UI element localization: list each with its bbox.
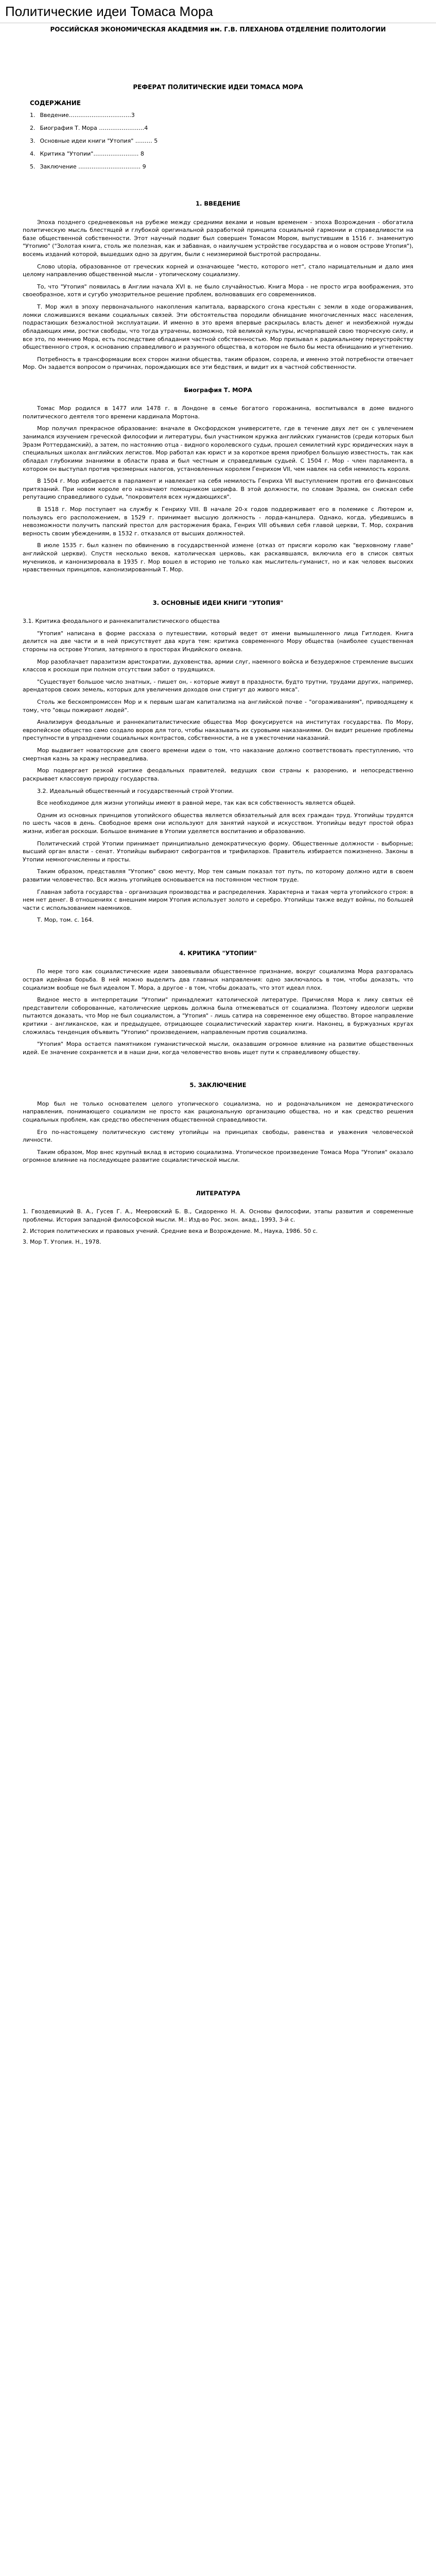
paragraph: Его по-настоящему политическую систему утопийцы на принципах свободы, равенства и уважения человеческой личности. — [23, 1128, 413, 1144]
paragraph: Анализируя феодальные и раннекапиталистические общества Мор фокусируется на институтах государства. По Мору, европейское общество само создало воров для того, чтобы наказывать их суровыми наказаниями. Он видит решение проблемы преступности в упразднении социальных контрастов, собственности, а не в ужесточении наказаний. — [23, 719, 413, 742]
paragraph: Одним из основных принципов утопийского общества является обязательный для всех граждан труд. Утопийцы трудятся по шесть часов в день. Свободное время они используют для занятий наукой и искусством. Утопийцы ведут простой образ жизни, избегая роскоши. Большое внимание в Утопии уделяется воспитанию и образованию. — [23, 811, 413, 835]
section-heading-biography: Биография Т. МОРА — [184, 386, 252, 394]
paragraph: Мор получил прекрасное образование: вначале в Оксфордском университете, где в течение двух лет он с увлечением занимался изучением греческой философии и литературы, был участником кружка английских гуманистов (среди которых был Эразм Роттердамский), а затем, по настоянию отца - видного королевского судьи, прошел семилетний курс юридических наук в специальных школах английских легистов. Мор работал как юрист и за короткое время приобрел большую известность, так как обладал глубокими знаниями в области права и был честным и справедливым судьей. С 1504 г. Мор - член парламента, в котором он выступал против чрезмерных налогов, установленных королем Генрихом VII, чем навлек на себя немилость короля. — [23, 425, 413, 472]
organization-header: РОССИЙСКАЯ ЭКОНОМИЧЕСКАЯ АКАДЕМИЯ им. Г.В. ПЛЕХАНОВА ОТДЕЛЕНИЕ ПОЛИТОЛОГИИ — [50, 26, 386, 33]
paragraph: Мор разоблачает паразитизм аристократии, духовенства, армии слуг, наемного войска и безудержное стремление высших классов к роскоши при полном отсутствии забот о трудящихся. — [23, 658, 413, 673]
subsection-heading: 3.1. Критика феодального и раннекапиталистического общества — [23, 618, 220, 625]
quote-paragraph: "Существует большое число знатных, - пишет он, - которые живут в праздности, будто трутни, трудами других, например, арендаторов своих земель, которых для увеличения доходов они стригут до живого мяса". — [23, 678, 413, 693]
paragraph: Слово utopia, образованное от греческих корней и означающее "место, которого нет", стало нарицательным и дало имя целому направлению общественной мысли - утопическому социализму. — [23, 263, 413, 278]
paragraph: То, что "Утопия" появилась в Англии начала XVI в. не было случайностью. Книга Мора - не просто игра воображения, это своеобразное, хотя и сугубо умозрительное решение проблем, волновавших его современников. — [23, 283, 413, 298]
section-heading-utopia-ideas: 3. ОСНОВНЫЕ ИДЕИ КНИГИ "УТОПИЯ" — [152, 599, 284, 606]
subsection-heading: 3.2. Идеальный общественный и государственный строй Утопии. — [37, 787, 234, 794]
toc-heading: СОДЕРЖАНИЕ — [30, 99, 81, 107]
paragraph: Эпоха позднего средневековья на рубеже между средними веками и новым временем - эпоха Возрождения - обогатила политическую мысль блестящей и глубокой оригинальной разработкой принципа социальной гармонии и справедливости на базе общественной собственности. Этот научный подвиг был совершен Томасом Мором, выпустившим в 1516 г. знаменитую "Утопию" ("Золотая книга, столь же полезная, как и забавная, о наилучшем устройстве государства и о новом острове Утопия"), восемь изданий которой, вышедших одно за другим, были с неизмеримой быстротой распроданы. — [23, 218, 413, 258]
paragraph: Мор подвергает резкой критике феодальных правителей, ведущих свои страны к разорению, и непосредственно раскрывает классовую природу государства. — [23, 767, 413, 782]
paragraph: Главная забота государства - организация производства и распределения. Характерна и такая черта утопийского строя: в нем нет денег. В отношениях с внешним миром Утопия использует золото и серебро. Утопийцы также ведут войны, по большей части с использованием наемников. — [23, 888, 413, 911]
paragraph: Все необходимое для жизни утопийцы имеют в равной мере, так как вся собственность является общей. — [37, 800, 356, 807]
paragraph: В 1518 г. Мор поступает на службу к Генриху VIII. В начале 20-х годов поддерживает его в полемике с Лютером и, пользуясь его расположением, в 1529 г. принимает высшую должность - лорда-канцлера. Однако, когда, убедившись в невозможности получить папский престол для расторжения брака, Генрих VIII объявил себя главой церкви, Т. Мор, сохранив верность своим убеждениям, в 1532 г. отказался от высших должностей. — [23, 505, 413, 537]
bibliography-item: 1. Гвоздевицкий В. А., Гусев Г. А., Мееровский Б. В., Сидоренко Н. А. Основы философии, этапы развития и современные проблемы. История западной философской мысли. М.: Изд-во Рос. экон. акад., 1993, 3-й с. — [23, 1208, 413, 1224]
paragraph: В 1504 г. Мор избирается в парламент и навлекает на себя немилость Генриха VII выступлением против его финансовых притязаний. При новом короле его назначают помощником шерифа. В этой должности, по словам Эразма, он снискал себе репутацию справедливого судьи, "покровителя всех нуждающихся". — [23, 478, 413, 501]
section-heading-literature: ЛИТЕРАТУРА — [196, 1190, 240, 1197]
paragraph: Потребность в трансформации всех сторон жизни общества, таким образом, созрела, и именно этой потребности отвечает Мор. Он задается вопросом о причинах, порождающих все эти бедствия, и видит их в частной собственности. — [23, 355, 413, 371]
document-body — [0, 23, 436, 1246]
toc-item: 1. Введение……………………………3 — [30, 112, 135, 119]
bibliography-item: 3. Мор Т. Утопия. Н., 1978. — [23, 1239, 101, 1246]
paragraph: Таким образом, Мор внес крупный вклад в историю социализма. Утопическое произведение Томаса Мора "Утопия" оказало огромное влияние на последующее развитие социалистической мысли. — [23, 1148, 413, 1164]
document-title: Политические идеи Томаса Мора — [0, 0, 436, 23]
bibliography-item: 2. История политических и правовых учений. Средние века и Возрождение. М., Наука, 1986. 50 с. — [23, 1227, 318, 1234]
paragraph: Томас Мор родился в 1477 или 1478 г. в Лондоне в семье богатого горожанина, воспитывался в доме видного политического деятеля того времени кардинала Мортона. — [23, 405, 413, 420]
toc-item: 3. Основные идеи книги "Утопия" ……… 5 — [30, 138, 158, 145]
paragraph: "Утопия" Мора остается памятником гуманистической мысли, оказавшим огромное влияние на развитие общественных идей. Ее значение сохраняется и в наши дни, когда человечество вновь ищет пути к справедливому обществу. — [23, 1041, 413, 1056]
paragraph: Видное место в интерпретации "Утопии" принадлежит католической литературе. Причисляя Мора к лику святых её представители соборованные, католические церковь должна была отмежеваться от социализма. Поэтому идеологи церкви пытаются доказать, что Мор не был социалистом, а "Утопия" - лишь сатира на современное ему общество. Второе направление критики - англиканское, как и предыдущее, отрицающее социалистический характер книги. Наконец, в буржуазных кругах сложилась тенденция объявить "Утопию" произведением, направленным против социализма. — [23, 996, 413, 1036]
paragraph: По мере того как социалистические идеи завоевывали общественное признание, вокруг социализма Мора разгоралась острая идейная борьба. В ней можно выделить два главных направления: одно заключалось в том, чтобы доказать, что социализм вообще не был идеалом Т. Мора, а другое - в том, чтобы доказать, что этот идеал плох. — [23, 968, 413, 991]
paragraph: Мор выдвигает новаторские для своего времени идеи о том, что наказание должно соответствовать преступлению, что смертная казнь за кражу несправедлива. — [23, 747, 413, 762]
section-heading-conclusion: 5. ЗАКЛЮЧЕНИЕ — [189, 1081, 247, 1089]
toc-item: 4. Критика "Утопии"…………………… 8 — [30, 150, 144, 158]
paragraph: Таким образом, представляя "Утопию" свою мечту, Мор тем самым показал тот путь, по которому должно идти в своем развитии человечество. Вся жизнь утопийцев основывается на постоянном честном труде. — [23, 868, 413, 884]
table-of-contents — [30, 112, 413, 171]
paragraph: Т. Мор жил в эпоху первоначального накопления капитала, варварского сгона крестьян с земли в ходе огораживания, ломки сложившихся веками социальных связей. Эти обстоятельства породили обнищание многочисленных масс населения, подрастающих безжалостной эксплуатации. И именно в это время впервые раскрылась власть денег и неизбежной нужды обладающих ими, ростки свободы, что тогда утрачены, возможно, той великой культуры, исчерпавшей свою творческую силу, и все это, по мнению Мора, есть последствие обладания частной собственностью. Мор призывал к радикальному переустройству общественного строя, к основанию справедливого и разумного общества, в котором не было бы места обнищанию и угнетению. — [23, 303, 413, 351]
paragraph: Мор был не только основателем целого утопического социализма, но и родоначальником не демократического направления, понимающего социализм не просто как рациональную организацию общества, но и как средство решения социальных проблем, как средство обеспечения общественной справедливости. — [23, 1100, 413, 1124]
section-heading-critique: 4. КРИТИКА "УТОПИИ" — [179, 950, 257, 957]
toc-item: 5. Заключение …………………………… 9 — [30, 163, 146, 171]
paragraph: Политический строй Утопии принимает принципиально демократическую форму. Общественные должности - выборные; высший орган власти - сенат. Утопийцы выбирают сифогрантов и трифилархов. Правитель избирается пожизненно. Законы в Утопии немногочисленны и просты. — [23, 840, 413, 863]
paragraph: "Утопия" написана в форме рассказа о путешествии, который ведет от имени вымышленного лица Гитлодея. Книга делится на две части и в ней присутствует два круга тем: критика современного Мору общества (наиболее существенная стороны на острове Утопия, затеряного в просторах Индийского океана. — [23, 630, 413, 653]
section-heading-introduction: 1. ВВЕДЕНИЕ — [196, 200, 240, 208]
footnote: Т. Мор, том. с. 164. — [37, 917, 94, 924]
toc-item: 2. Биография Т. Мора ……………………4 — [30, 125, 148, 132]
paragraph: В июле 1535 г. был казнен по обвинению в государственной измене (отказ от присяги королю как "верховному главе" английской церкви). Спустя несколько веков, католическая церковь, как раскаявшаяся, включила его в список святых мучеников, и канонизировала в 1935 г. Мор вошел в историю не только как мыслитель-гуманист, но и как человек высоких нравственных принципов, канонизированный Т. Мор. — [23, 542, 413, 573]
referat-title: РЕФЕРАТ ПОЛИТИЧЕСКИЕ ИДЕИ ТОМАСА МОРА — [133, 83, 303, 91]
paragraph: Столь же бескомпромиссен Мор и к первым шагам капитализма на английской почве - "огораживаниям", приводящему к тому, что "овцы пожирают людей". — [23, 699, 413, 714]
